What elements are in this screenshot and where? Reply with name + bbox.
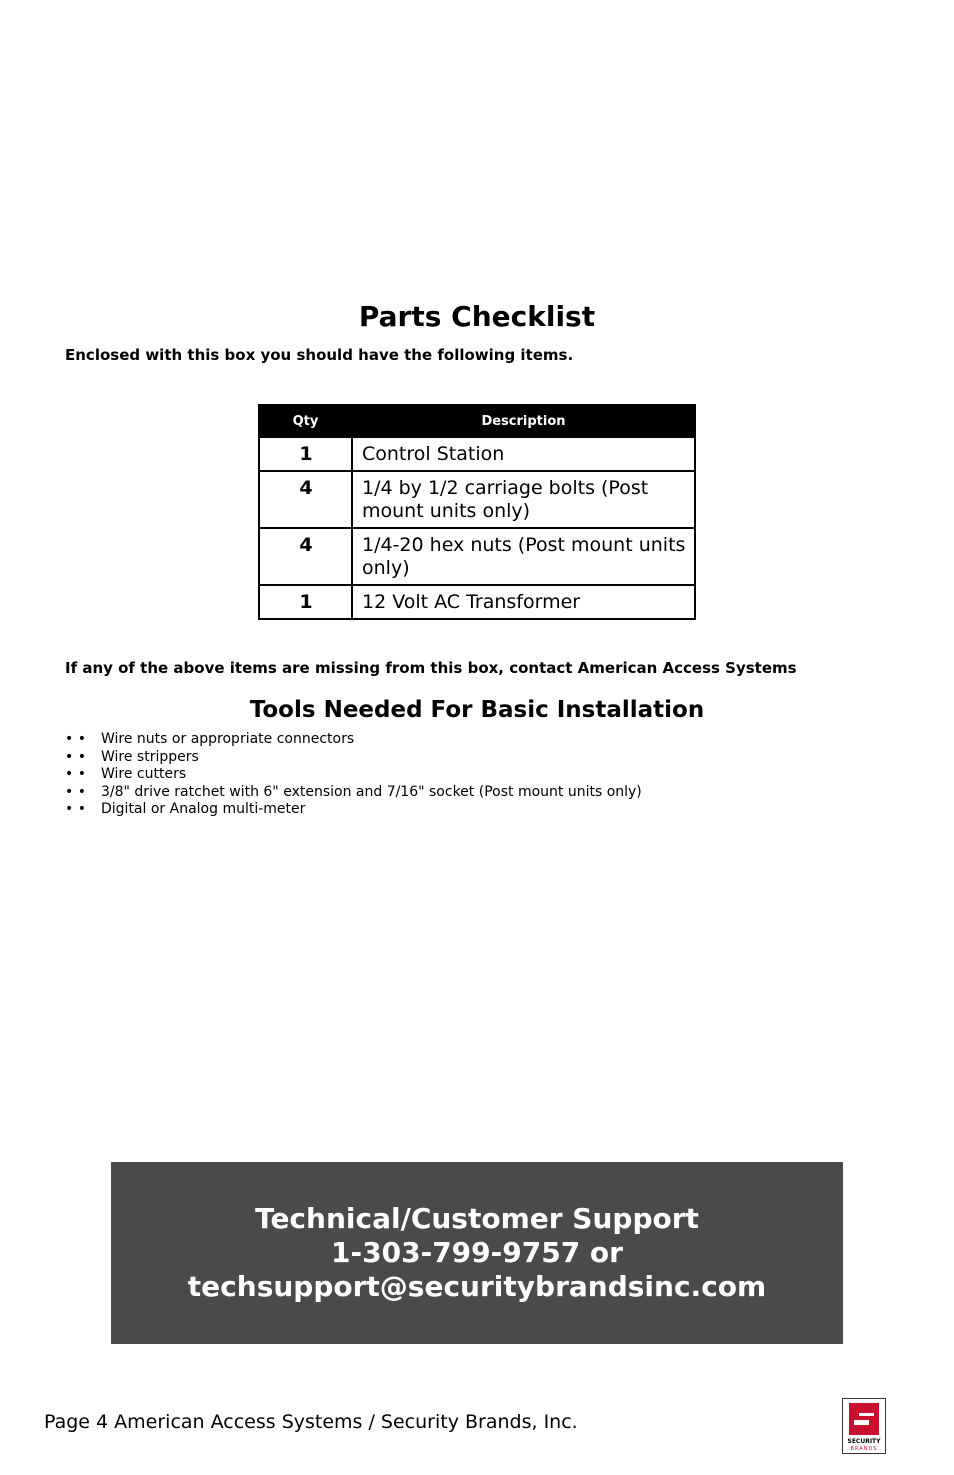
qty-cell: 4 <box>259 528 352 585</box>
missing-items-note: If any of the above items are missing from this box, contact American Access Systems <box>65 659 797 677</box>
list-item <box>65 784 642 802</box>
description-cell: 1/4 by 1/2 carriage bolts (Post mount units only) <box>352 471 695 528</box>
logo-text-security: SECURITY <box>847 1438 881 1445</box>
support-title: Technical/Customer Support <box>255 1202 699 1235</box>
tool-label: Digital or Analog multi-meter <box>101 801 306 817</box>
security-brands-logo <box>842 1398 886 1454</box>
bullet-icon: • • <box>65 801 86 817</box>
table-row <box>259 437 695 471</box>
qty-cell: 1 <box>259 585 352 619</box>
list-item <box>65 749 642 767</box>
qty-cell: 1 <box>259 437 352 471</box>
table-header-row <box>259 405 695 437</box>
list-item <box>65 731 642 749</box>
description-cell: 12 Volt AC Transformer <box>352 585 695 619</box>
tool-label: Wire strippers <box>101 748 199 765</box>
tool-label: Wire cutters <box>101 766 187 782</box>
qty-cell: 4 <box>259 471 352 528</box>
tool-label: Wire nuts or appropriate connectors <box>101 731 355 747</box>
description-cell: 1/4-20 hex nuts (Post mount units only) <box>352 528 695 585</box>
page-title: Parts Checklist <box>358 300 596 333</box>
description-cell: Control Station <box>352 437 695 471</box>
parts-intro: Enclosed with this box you should have the following items. <box>65 346 574 364</box>
table-row <box>259 528 695 585</box>
description-header: Description <box>352 405 695 437</box>
list-item <box>65 766 642 784</box>
tool-label: 3/8" drive ratchet with 6" extension and 7/16" socket (Post mount units only) <box>101 783 642 800</box>
table-row <box>259 471 695 528</box>
list-item <box>65 801 642 819</box>
bullet-icon: • • <box>65 766 86 782</box>
tools-list <box>65 731 642 819</box>
logo-text-brands: BRANDS <box>850 1446 878 1452</box>
support-phone: 1-303-799-9757 or <box>331 1236 623 1269</box>
table-row <box>259 585 695 619</box>
page-footer: Page 4 American Access Systems / Security Brands, Inc. <box>44 1411 578 1433</box>
support-banner <box>111 1162 843 1344</box>
tools-heading: Tools Needed For Basic Installation <box>249 697 705 723</box>
bullet-icon: • • <box>65 783 86 800</box>
support-email: techsupport@securitybrandsinc.com <box>187 1270 767 1303</box>
security-brands-logo-icon <box>843 1400 885 1440</box>
qty-header: Qty <box>259 405 352 437</box>
bullet-icon: • • <box>65 731 86 747</box>
parts-table <box>258 404 696 620</box>
bullet-icon: • • <box>65 748 86 765</box>
